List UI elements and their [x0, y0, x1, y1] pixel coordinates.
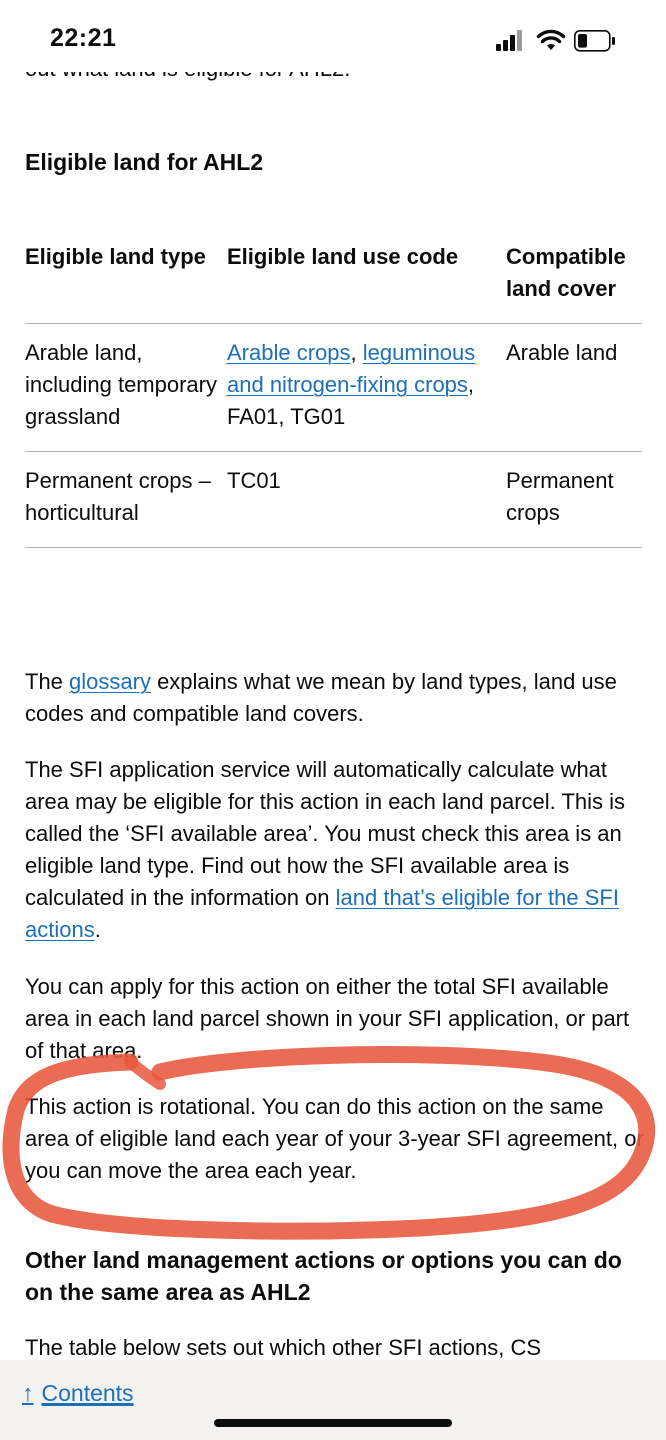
up-arrow-icon: ↑ — [22, 1380, 34, 1406]
table-cell-land-use-code — [227, 324, 506, 452]
wifi-icon — [539, 31, 564, 50]
glossary-link[interactable]: glossary — [69, 669, 151, 694]
bottom-nav-bar — [0, 1360, 666, 1440]
code-separator: , — [350, 340, 357, 365]
section-heading-other-actions: Other land management actions or options you can do on the same area as AHL2 — [25, 1247, 622, 1305]
rotational-paragraph: This action is rotational. You can do this action on the same area of eligible land each year of your 3-year SFI agreement, or you can move the area each year. — [25, 1094, 644, 1183]
home-indicator[interactable] — [214, 1419, 452, 1427]
p1-after: explains what we mean by land types, land use codes and compatible land covers. — [25, 669, 617, 726]
p1-before: The — [25, 669, 70, 694]
apply-paragraph: You can apply for this action on either the total SFI available area in each land parcel shown in your SFI application, or part of that area. — [25, 974, 630, 1063]
table-cell-land-use-code: TC01 — [227, 452, 506, 548]
section-heading-eligible-land: Eligible land for AHL2 — [25, 149, 264, 175]
status-icons — [496, 28, 636, 54]
eligible-land-link[interactable]: land that’s eligible for the SFI actions — [25, 885, 619, 942]
p2-before: The SFI application service will automatically calculate what area may be eligible for this action in each land parcel. This is called the ‘SFI available area’. You must check this area is an eligible land type. Find out how the SFI available area is calculated in the information on — [25, 757, 626, 910]
battery-icon — [575, 31, 615, 51]
table-cell-land-type: Permanent crops – horticultural — [25, 452, 227, 548]
table-row — [25, 324, 642, 452]
eligible-land-table — [25, 241, 642, 548]
p2-after: . — [94, 917, 101, 942]
table-cell-land-cover: Permanent crops — [506, 452, 642, 548]
cellular-signal-icon — [496, 30, 522, 51]
table-row — [25, 452, 642, 548]
table-header-land-use-code: Eligible land use code — [227, 241, 506, 324]
other-actions-intro: The table below sets out which other SFI actions, CS — [25, 1335, 542, 1360]
table-cell-land-type: Arable land, including temporary grassland — [25, 324, 227, 452]
table-cell-land-cover: Arable land — [506, 324, 642, 452]
table-header-land-cover: Compatible land cover — [506, 241, 642, 324]
sfi-area-paragraph — [25, 754, 645, 946]
table-header-land-type: Eligible land type — [25, 241, 227, 324]
table-header-row — [25, 241, 642, 324]
glossary-paragraph — [25, 666, 645, 730]
status-bar — [0, 0, 666, 72]
status-time: 22:21 — [50, 24, 117, 52]
contents-label: Contents — [41, 1380, 134, 1406]
code-tail: , FA01, TG01 — [227, 372, 475, 429]
leguminous-crops-link[interactable]: leguminous and nitrogen-fixing crops — [227, 340, 476, 397]
contents-link[interactable] — [22, 1380, 134, 1407]
arable-crops-link[interactable]: Arable crops — [227, 340, 351, 365]
